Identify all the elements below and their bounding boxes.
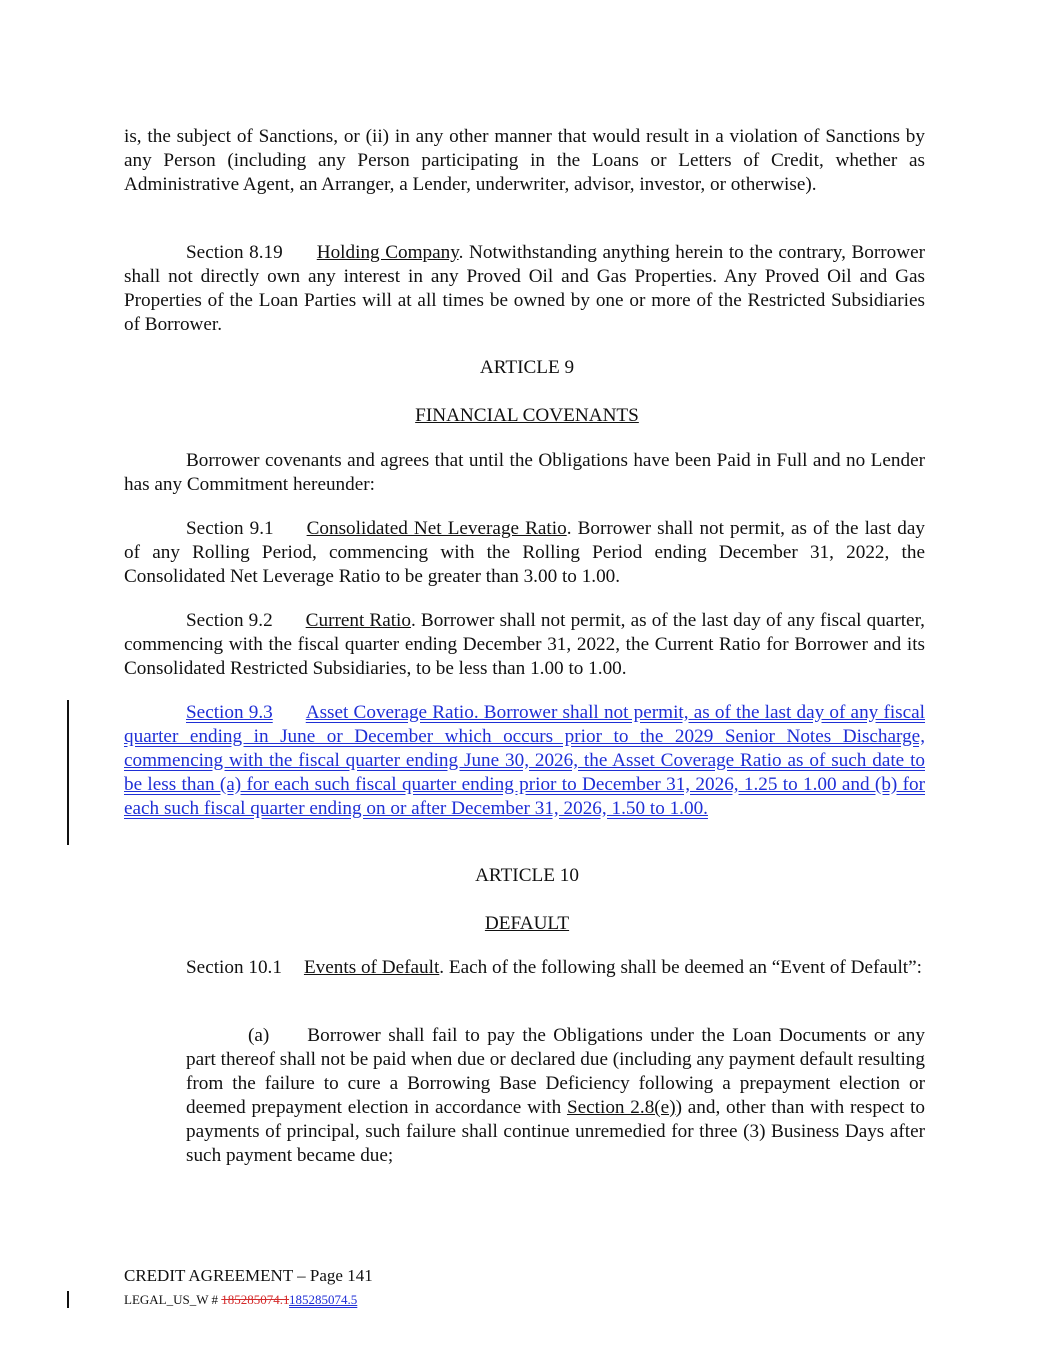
article-title-text: DEFAULT <box>484 913 570 934</box>
section-number: Section 9.1 <box>186 518 274 539</box>
article-9-heading: ARTICLE 9 <box>479 357 575 378</box>
change-bar <box>67 700 69 845</box>
section-10-1-a <box>186 1024 925 1168</box>
section-number: Section 10.1 <box>186 957 282 978</box>
section-body: . Notwithstanding anything herein to the contrary, Borrower shall not directly own any interest in any Proved Oil and Gas Properties. Any Proved Oil and Gas Properties of the Loan Parties will at all times be owned by one or more of the Restricted Subsidiaries of Borrower. <box>124 242 925 335</box>
footer-change-bar <box>67 1291 69 1308</box>
article-9-intro: Borrower covenants and agrees that until the Obligations have been Paid in Full and no Lender has any Commitment hereunder: <box>124 450 925 495</box>
paragraph-sanctions-continuation: is, the subject of Sanctions, or (ii) in any other manner that would result in a violation of Sanctions by any Person (including any Person participating in the Loans or Letters of Credit, whether as Administrative Agent, an Arranger, a Lender, underwriter, advisor, investor, or otherwise). <box>124 126 925 195</box>
section-reference-link[interactable]: Section 2.8(e) <box>566 1097 676 1118</box>
article-10-heading: ARTICLE 10 <box>475 865 579 886</box>
section-number: Section 8.19 <box>186 242 283 263</box>
clause-body-end: ) and, other than with respect to payments of principal, such failure shall continue unremedied for three (3) Business Days after such payment became due; <box>186 1097 926 1166</box>
footer-doc-id <box>124 1292 357 1308</box>
article-title-text: FINANCIAL COVENANTS <box>415 405 639 426</box>
section-title: Holding Company <box>316 242 459 263</box>
section-9-3-inserted <box>124 701 925 821</box>
doc-id-deleted: 185285074.1 <box>221 1292 290 1307</box>
section-body: . Borrower shall not permit, as of the last day of any fiscal quarter, commencing with the fiscal quarter ending December 31, 2022, the Current Ratio for Borrower and its Consolidated Restricted Subsidiaries, to be less than 1.00 to 1.00. <box>124 610 925 679</box>
doc-id-prefix: LEGAL_US_W # <box>124 1292 222 1307</box>
section-body: . Borrower shall not permit, as of the last day of any Rolling Period, commencing with the Rolling Period ending December 31, 2022, the Consolidated Net Leverage Ratio to be greater than 3.00 to 1.00. <box>124 518 925 587</box>
section-body: . Each of the following shall be deemed an “Event of Default”: <box>439 957 922 978</box>
clause-body-start: Borrower shall fail to pay the Obligations under the Loan Documents or any part thereof shall not be paid when due or declared due (including any payment default resulting from the failure to cure a Borrowing Base Deficiency following a prepayment election or deemed prepayment election in accordance with <box>186 1025 925 1118</box>
section-body: Asset Coverage Ratio. Borrower shall not permit, as of the last day of any fiscal quarter ending in June or December which occurs prior to the 2029 Senior Notes Discharge, commencing with the fiscal quarter ending June 30, 2026, the Asset Coverage Ratio as of such date to be less than (a) for each such fiscal quarter ending prior to December 31, 2026, 1.25 to 1.00 and (b) for each such fiscal quarter ending on or after December 31, 2026, 1.50 to 1.00. <box>124 702 926 819</box>
footer-page-label: CREDIT AGREEMENT – Page 141 <box>124 1266 373 1285</box>
section-number: Section 9.2 <box>186 610 273 631</box>
section-title: Consolidated Net Leverage Ratio <box>306 518 567 539</box>
section-10-1 <box>124 956 925 980</box>
section-number: Section 9.3 <box>186 702 273 723</box>
clause-label: (a) <box>248 1025 270 1046</box>
section-title: Events of Default <box>303 957 440 978</box>
section-9-2 <box>124 609 925 681</box>
section-8-19 <box>124 241 925 337</box>
article-10-title <box>124 912 930 936</box>
section-9-1 <box>124 517 925 589</box>
section-title: Current Ratio <box>305 610 411 631</box>
doc-id-inserted: 185285074.5 <box>289 1292 358 1307</box>
article-9-title <box>124 404 930 428</box>
